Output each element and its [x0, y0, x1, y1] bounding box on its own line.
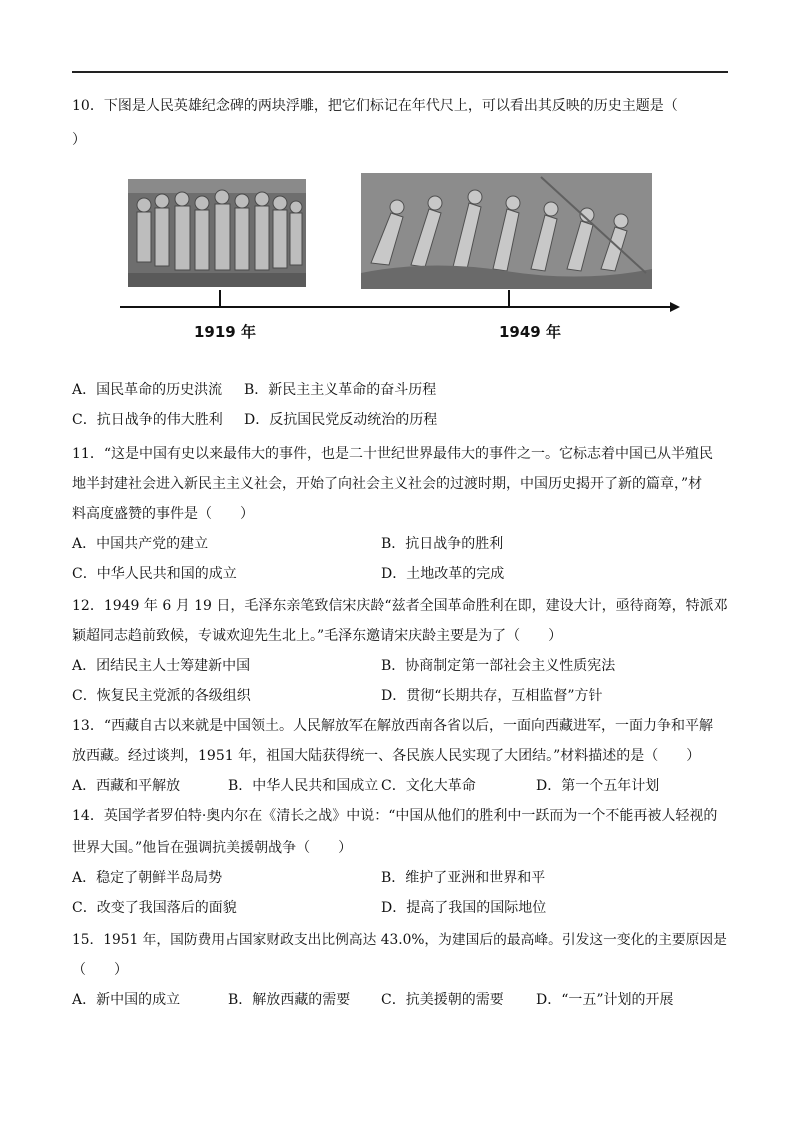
q10-stem-line1: 10．下图是人民英雄纪念碑的两块浮雕，把它们标记在年代尺上，可以看出其反映的历史主题是（ — [72, 98, 678, 114]
q15-option-a[interactable]: A．新中国的成立 — [72, 992, 181, 1008]
q13-option-c[interactable]: C．文化大革命 — [381, 778, 476, 794]
q12-option-c[interactable]: C．恢复民主党派的各级组织 — [72, 688, 251, 704]
timeline-year-1949: 1949 年 — [499, 323, 561, 341]
q10-option-b[interactable]: B．新民主主义革命的奋斗历程 — [244, 382, 437, 398]
q14-option-d[interactable]: D．提高了我国的国际地位 — [381, 900, 547, 916]
q13-option-d[interactable]: D．第一个五年计划 — [536, 778, 660, 794]
q15-option-b[interactable]: B．解放西藏的需要 — [228, 992, 351, 1008]
q11-option-c[interactable]: C．中华人民共和国的成立 — [72, 566, 237, 582]
q14-option-c[interactable]: C．改变了我国落后的面貌 — [72, 900, 237, 916]
q14-option-b[interactable]: B．维护了亚洲和世界和平 — [381, 870, 546, 886]
q12-option-b[interactable]: B．协商制定第一部社会主义性质宪法 — [381, 658, 616, 674]
q10-option-d[interactable]: D．反抗国民党反动统治的历程 — [244, 412, 438, 428]
q15-stem-line2: （ ） — [72, 962, 128, 978]
q14-stem-line1: 14．英国学者罗伯特·奥内尔在《清长之战》中说：“中国从他们的胜利中一跃而为一个不能再被人轻视的 — [72, 808, 718, 824]
q14-option-a[interactable]: A．稳定了朝鲜半岛局势 — [72, 870, 223, 886]
q11-option-b[interactable]: B．抗日战争的胜利 — [381, 536, 504, 552]
q12-stem-line1: 12．1949 年 6 月 19 日，毛泽东亲笔致信宋庆龄“兹者全国革命胜利在即，建设大计，亟待商筹，特派邓 — [72, 598, 728, 614]
q10-option-c[interactable]: C．抗日战争的伟大胜利 — [72, 412, 223, 428]
q15-option-c[interactable]: C．抗美援朝的需要 — [381, 992, 504, 1008]
q13-stem-line2: 放西藏。经过谈判，1951 年，祖国大陆获得统一、各民族人民实现了大团结。”材料描述的是（ ） — [72, 748, 701, 764]
q11-option-d[interactable]: D．土地改革的完成 — [381, 566, 505, 582]
relief-image-crossing-yangtze — [361, 173, 652, 289]
header-rule — [72, 71, 728, 73]
relief-image-may-fourth — [128, 179, 306, 287]
q15-stem-line1: 15．1951 年，国防费用占国家财政支出比例高达 43.0%，为建国后的最高峰。引发这一变化的主要原因是 — [72, 932, 727, 948]
q14-stem-line2: 世界大国。”他旨在强调抗美援朝战争（ ） — [72, 840, 353, 856]
q13-option-a[interactable]: A．西藏和平解放 — [72, 778, 181, 794]
q15-option-d[interactable]: D．“一五”计划的开展 — [536, 992, 674, 1008]
q11-stem-line1: 11．“这是中国有史以来最伟大的事件，也是二十世纪世界最伟大的事件之一。它标志着中国已从半殖民 — [72, 446, 713, 462]
q10-stem-line2: ） — [72, 132, 86, 148]
q12-option-a[interactable]: A．团结民主人士筹建新中国 — [72, 658, 251, 674]
q10-option-a[interactable]: A．国民革命的历史洪流 — [72, 382, 223, 398]
q11-option-a[interactable]: A．中国共产党的建立 — [72, 536, 209, 552]
timeline-year-1919: 1919 年 — [194, 323, 256, 341]
q11-stem-line3: 料高度盛赞的事件是（ ） — [72, 506, 254, 522]
q13-option-b[interactable]: B．中华人民共和国成立 — [228, 778, 379, 794]
q13-stem-line1: 13．“西藏自古以来就是中国领土。人民解放军在解放西南各省以后，一面向西藏进军，一面力争和平解 — [72, 718, 713, 734]
timeline-axis — [118, 288, 682, 316]
q11-stem-line2: 地半封建社会进入新民主主义社会，开始了向社会主义社会的过渡时期，中国历史揭开了新的篇章，”材 — [72, 476, 703, 492]
q12-stem-line2: 颖超同志趋前致候，专诚欢迎先生北上。”毛泽东邀请宋庆龄主要是为了（ ） — [72, 628, 563, 644]
q12-option-d[interactable]: D．贯彻“长期共存，互相监督”方针 — [381, 688, 603, 704]
